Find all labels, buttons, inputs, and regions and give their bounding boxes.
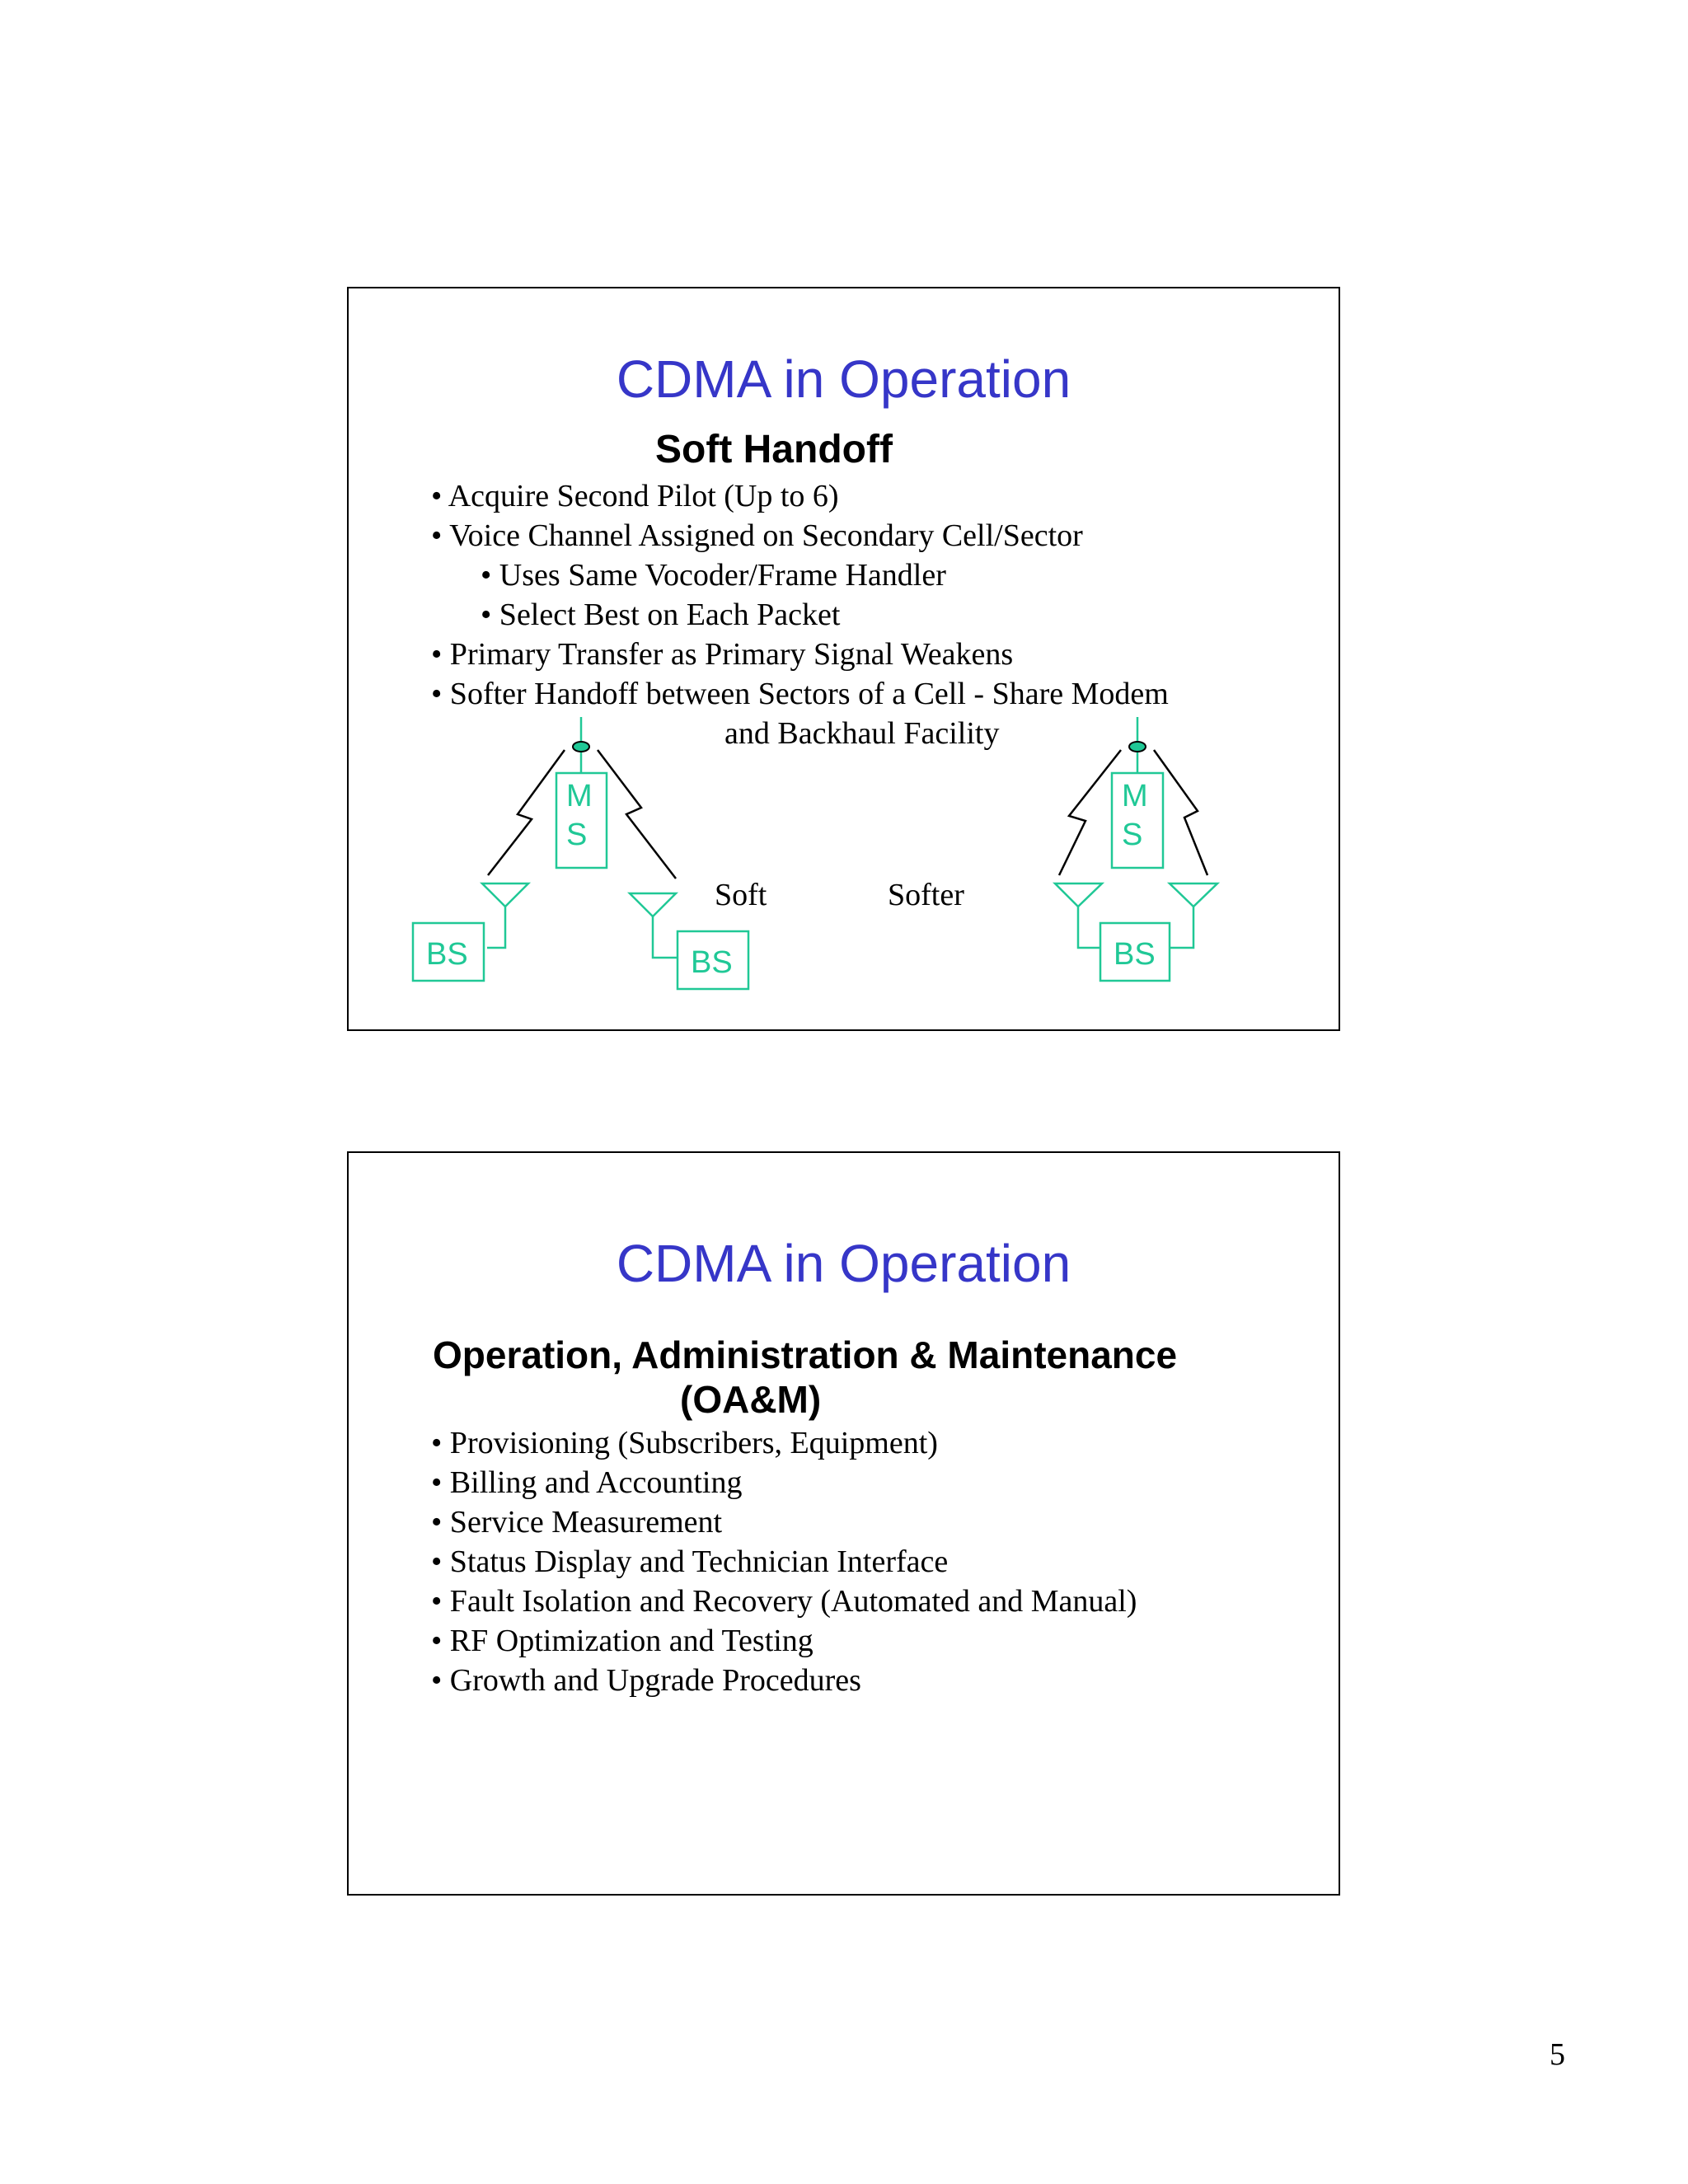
slide-title: CDMA in Operation <box>616 349 1071 409</box>
ms-box <box>1112 773 1163 868</box>
bullet-list <box>431 476 1169 753</box>
bullet-list <box>431 1423 1137 1700</box>
right-signal-bolt <box>598 750 676 879</box>
ms-label-s: S <box>566 818 588 852</box>
soft-label: Soft <box>715 878 767 912</box>
bs-feed-right <box>1170 907 1193 948</box>
sub-bullet-item: • Select Best on Each Packet <box>481 598 841 632</box>
bs-label: BS <box>1114 937 1156 972</box>
bullet-item: • Service Measurement <box>431 1505 723 1540</box>
bullet-continuation: and Backhaul Facility <box>724 716 1000 751</box>
softer-label: Softer <box>888 878 964 912</box>
sub-bullet-item: • Uses Same Vocoder/Frame Handler <box>481 558 946 593</box>
slide-subtitle: Operation, Administration & Maintenance <box>433 1333 1178 1376</box>
bs-label: BS <box>691 945 733 980</box>
bs-box-shared <box>1100 923 1170 981</box>
bullet-item: • Growth and Upgrade Procedures <box>431 1663 861 1698</box>
bs-box-left <box>413 923 484 981</box>
bullet-item: • Billing and Accounting <box>431 1465 743 1500</box>
bs-feed-left <box>1078 907 1100 948</box>
bs-feed-left <box>487 907 505 948</box>
bullet-item: • Provisioning (Subscribers, Equipment) <box>431 1426 938 1460</box>
bullet-item: • Softer Handoff between Sectors of a Cell - Share Modem <box>431 677 1169 711</box>
bullet-item: • Acquire Second Pilot (Up to 6) <box>431 479 839 513</box>
bs-feed-right <box>653 916 678 958</box>
bs-antenna-right <box>630 893 676 916</box>
bullet-item: • Primary Transfer as Primary Signal Weakens <box>431 637 1014 672</box>
ms-label-s: S <box>1122 818 1143 852</box>
ms-label-m: M <box>566 779 593 813</box>
left-signal-bolt <box>1059 750 1121 875</box>
slide-title: CDMA in Operation <box>616 1234 1071 1293</box>
right-signal-bolt <box>1154 750 1207 875</box>
bullet-item: • Status Display and Technician Interface <box>431 1544 949 1579</box>
bullet-item: • Voice Channel Assigned on Secondary Cell/Sector <box>431 518 1083 553</box>
bullet-item: • RF Optimization and Testing <box>431 1624 814 1658</box>
slide-subtitle-continuation: (OA&M) <box>680 1378 822 1421</box>
bs-label: BS <box>426 937 468 972</box>
bs-antenna-left <box>1055 883 1102 907</box>
bullet-item: • Fault Isolation and Recovery (Automated and Manual) <box>431 1584 1137 1619</box>
slide-oam <box>347 1151 1340 1896</box>
slide-subtitle: Soft Handoff <box>655 428 893 471</box>
ms-box <box>556 773 607 868</box>
ms-label-m: M <box>1122 779 1148 813</box>
bs-antenna-right <box>1170 883 1217 907</box>
slide-soft-handoff <box>347 287 1340 1031</box>
bs-box-right <box>678 931 748 989</box>
page-number: 5 <box>1550 2037 1565 2072</box>
left-signal-bolt <box>488 750 565 875</box>
bs-antenna-left <box>482 883 528 907</box>
